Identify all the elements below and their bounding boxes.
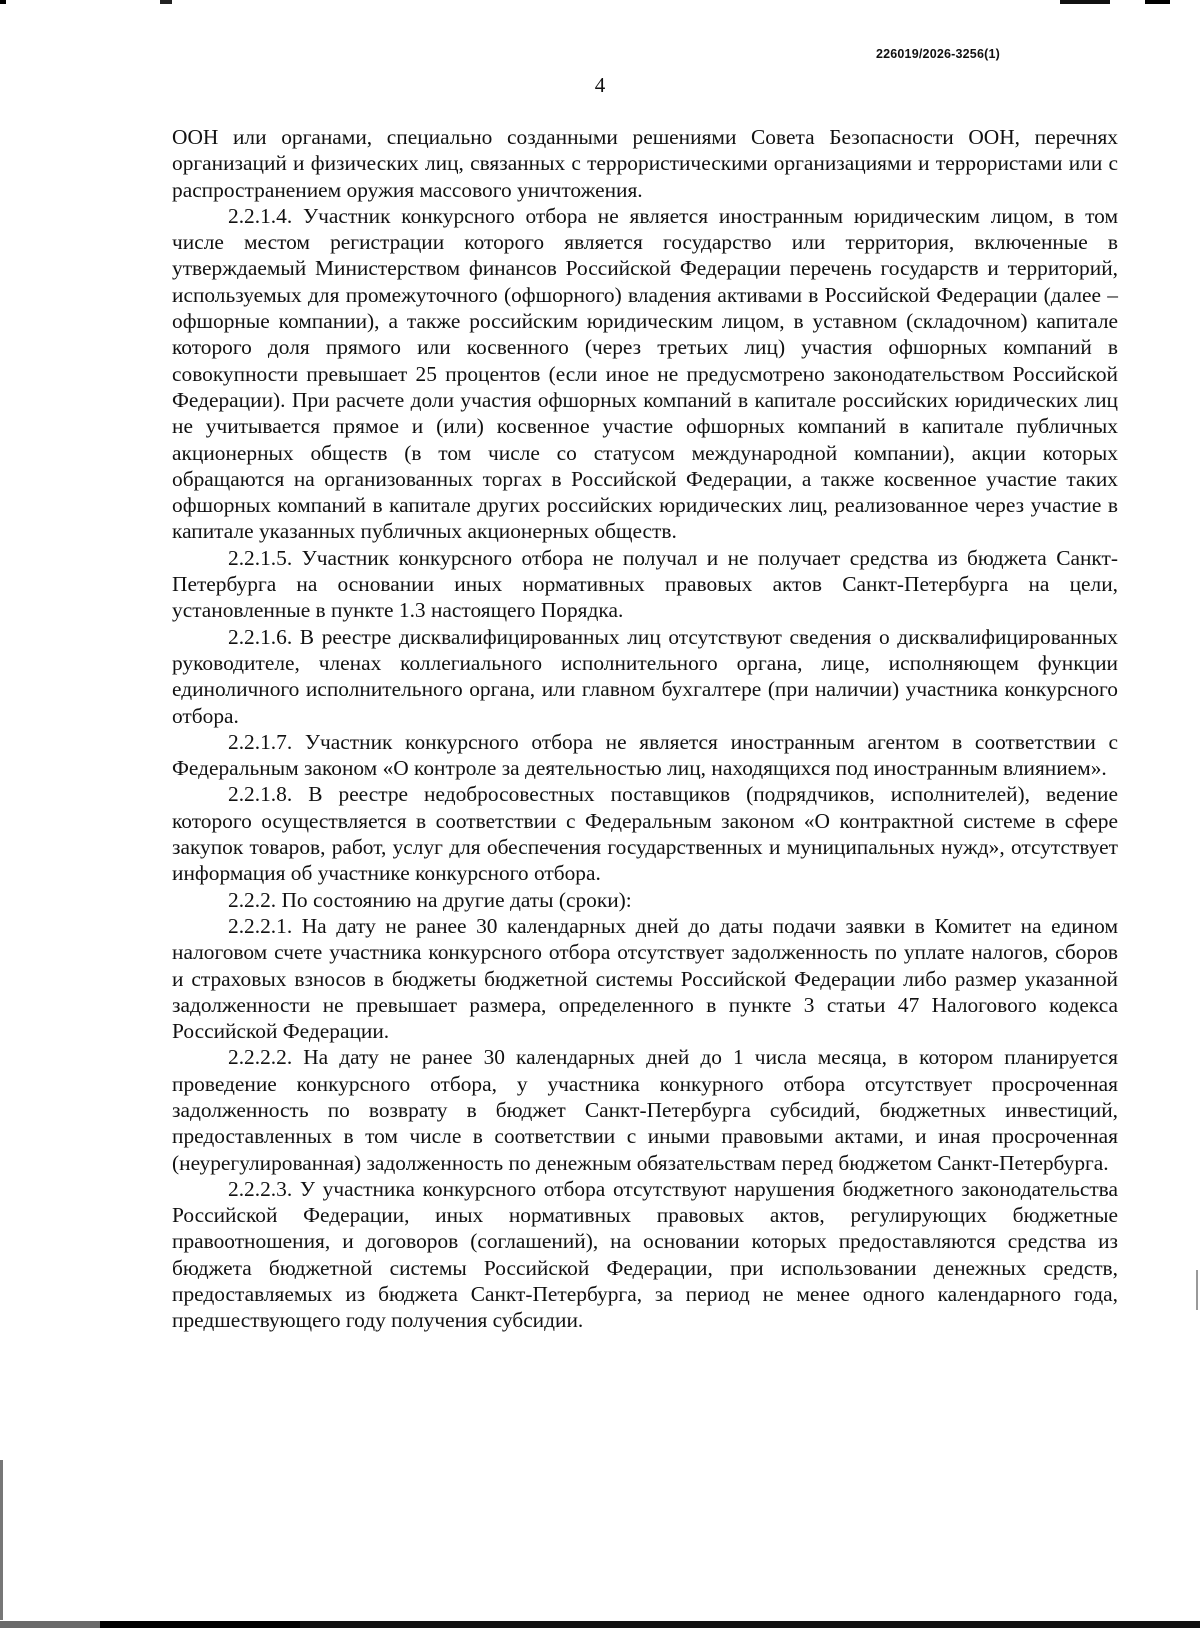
paragraph-2-2-2-3: 2.2.2.3. У участника конкурсного отбора отсутствуют нарушения бюджетного законодательства Российской Федерации, иных нормативных правовых актов, регулирующих бюджетные правоотношения, и договоров (соглашений), на основании которых предоставляются средства из бюджета бюджетной системы Российской Федерации, при использовании денежных средств, предоставляемых из бюджета Санкт-Петербурга, за период не менее одного календарного года, предшествующего году получения субсидии.	[172, 1176, 1118, 1333]
paragraph-2-2-1-5: 2.2.1.5. Участник конкурсного отбора не получал и не получает средства из бюджета Санкт-Петербурга на основании иных нормативных правовых актов Санкт-Петербурга на цели, установленные в пункте 1.3 настоящего Порядка.	[172, 545, 1118, 623]
scan-edge-right	[1196, 1270, 1198, 1310]
paragraph-2-2-2-1: 2.2.2.1. На дату не ранее 30 календарных дней до даты подачи заявки в Комитет на едином налоговом счете участника конкурсного отбора отсутствует задолженность по уплате налогов, сборов и страховых взносов в бюджеты бюджетной системы Российской Федерации либо размер указанной задолженности не превышает размера, определенного в пункте 3 статьи 47 Налогового кодекса Российской Федерации.	[172, 913, 1118, 1044]
page-number: 4	[594, 73, 606, 97]
scan-edge-bottom	[0, 1621, 1200, 1628]
scan-edge-left	[0, 1460, 3, 1620]
paragraph-continuation: ООН или органами, специально созданными решениями Совета Безопасности ООН, перечнях организаций и физических лиц, связанных с террористическими организациями и террористами или с распространением оружия массового уничтожения.	[172, 125, 1118, 202]
paragraph-2-2-1-7: 2.2.1.7. Участник конкурсного отбора не является иностранным агентом в соответствии с Федеральным законом «О контроле за деятельностью лиц, находящихся под иностранным влиянием».	[172, 729, 1118, 781]
paragraph-2-2-2-2: 2.2.2.2. На дату не ранее 30 календарных дней до 1 числа месяца, в котором планируется проведение конкурсного отбора, у участника конкурного отбора отсутствует просроченная задолженность по возврату в бюджет Санкт-Петербурга субсидий, бюджетных инвестиций, предоставленных в том числе в соответствии с иными правовыми актами, и иная просроченная (неурегулированная) задолженность по денежным обязательствам перед бюджетом Санкт-Петербурга.	[172, 1045, 1118, 1175]
paragraph-2-2-1-4: 2.2.1.4. Участник конкурсного отбора не является иностранным юридическим лицом, в том числе местом регистрации которого является государство или территория, включенные в утверждаемый Министерством финансов Российской Федерации перечень государств и территорий, используемых для промежуточного (офшорного) владения активами в Российской Федерации (далее – офшорные компании), а также российским юридическим лицом, в уставном (складочном) капитале которого доля прямого или косвенного (через третьих лиц) участия офшорных компаний в совокупности превышает 25 процентов (если иное не предусмотрено законодательством Российской Федерации). При расчете доли участия офшорных компаний в капитале российских юридических лиц не учитывается прямое и (или) косвенное участие офшорных компаний в капитале публичных акционерных обществ (в том числе со статусом международной компании), акции которых обращаются на организованных торгах в Российской Федерации, а также косвенное участие таких офшорных компаний в капитале других российских юридических лиц, реализованное через участие в капитале указанных публичных акционерных обществ.	[172, 203, 1118, 544]
paragraph-2-2-1-6: 2.2.1.6. В реестре дисквалифицированных лиц отсутствуют сведения о дисквалифицированных руководителе, членах коллегиального исполнительного органа, лице, исполняющем функции единоличного исполнительного органа, или главном бухгалтере (при наличии) участника конкурсного отбора.	[172, 624, 1118, 728]
document-body	[172, 124, 1118, 1334]
scan-edge-top	[0, 0, 1200, 4]
document-code: 226019/2026-3256(1)	[875, 47, 1000, 61]
paragraph-2-2-1-8: 2.2.1.8. В реестре недобросовестных поставщиков (подрядчиков, исполнителей), ведение которого осуществляется в соответствии с Федеральным законом «О контрактной системе в сфере закупок товаров, работ, услуг для обеспечения государственных и муниципальных нужд», отсутствует информация об участнике конкурсного отбора.	[172, 782, 1118, 886]
paragraph-2-2-2: 2.2.2. По состоянию на другие даты (сроки):	[228, 887, 632, 912]
